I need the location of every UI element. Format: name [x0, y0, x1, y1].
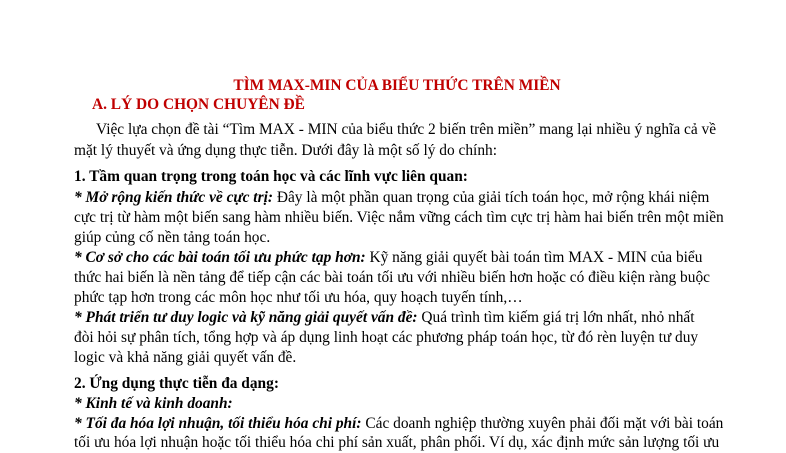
intro-line-2: mặt lý thuyết và ứng dụng thực tiễn. Dưới đây là một số lý do chính: [74, 142, 498, 159]
point1c-line-2: đòi hỏi sự phân tích, tổng hợp và áp dụng linh hoạt các phương pháp toán học, từ đó rèn luyện tư duy [74, 329, 699, 346]
point1b-line-3: phức tạp hơn trong các môn học như tối ưu hóa, quy hoạch tuyến tính,… [74, 289, 523, 306]
point1-heading: 1. Tầm quan trọng trong toán học và các lĩnh vực liên quan: [74, 168, 468, 185]
point2a-label: * Tối đa hóa lợi nhuận, tối thiểu hóa chi phí: [74, 415, 362, 432]
point2a-text: Các doanh nghiệp thường xuyên phải đối mặt với bài toán [361, 415, 724, 432]
point2a-line-1 [74, 414, 764, 434]
point2a-line-2: tối ưu hóa lợi nhuận hoặc tối thiểu hóa chi phí sản xuất, phân phối. Ví dụ, xác định mức sản lượng tối ưu [74, 434, 720, 451]
point1c-line-1 [74, 308, 764, 328]
point1c-line-3: logic và khả năng giải quyết vấn đề. [74, 349, 297, 366]
intro-line-1: Việc lựa chọn đề tài “Tìm MAX - MIN của biểu thức 2 biến trên miền” mang lại nhiều ý nghĩa cả về [96, 121, 717, 138]
point2-heading: 2. Ứng dụng thực tiễn đa dạng: [74, 375, 279, 392]
point1a-text: Đây là một phần quan trọng của giải tích toán học, mở rộng khái niệm [272, 189, 710, 206]
point1b-line-2: thức hai biến là nền tảng để tiếp cận các bài toán tối ưu với nhiều biến hơn hoặc có điều kiện ràng buộc [74, 269, 710, 286]
point1a-line-3: giúp củng cố nền tảng toán học. [74, 229, 271, 246]
point2-subheading: * Kinh tế và kinh doanh: [74, 395, 233, 412]
point1a-line-1 [74, 188, 764, 208]
point1b-label: * Cơ sở cho các bài toán tối ưu phức tạp hơn: [74, 249, 366, 266]
point1c-label: * Phát triển tư duy logic và kỹ năng giải quyết vấn đề: [74, 309, 418, 326]
document-title: TÌM MAX-MIN CỦA BIỂU THỨC TRÊN MIỀN [233, 77, 561, 94]
section-heading-a: A. LÝ DO CHỌN CHUYÊN ĐỀ [92, 96, 305, 113]
point1b-line-1 [74, 248, 764, 268]
point1a-line-2: cực trị từ hàm một biến sang hàm nhiều biến. Việc nắm vững cách tìm cực trị hàm hai biến trên một miền [74, 209, 724, 226]
point1c-text: Quá trình tìm kiếm giá trị lớn nhất, nhỏ nhất [417, 309, 695, 326]
point1b-text: Kỹ năng giải quyết bài toán tìm MAX - MIN của biểu [365, 249, 703, 266]
point1a-label: * Mở rộng kiến thức về cực trị: [74, 189, 273, 206]
